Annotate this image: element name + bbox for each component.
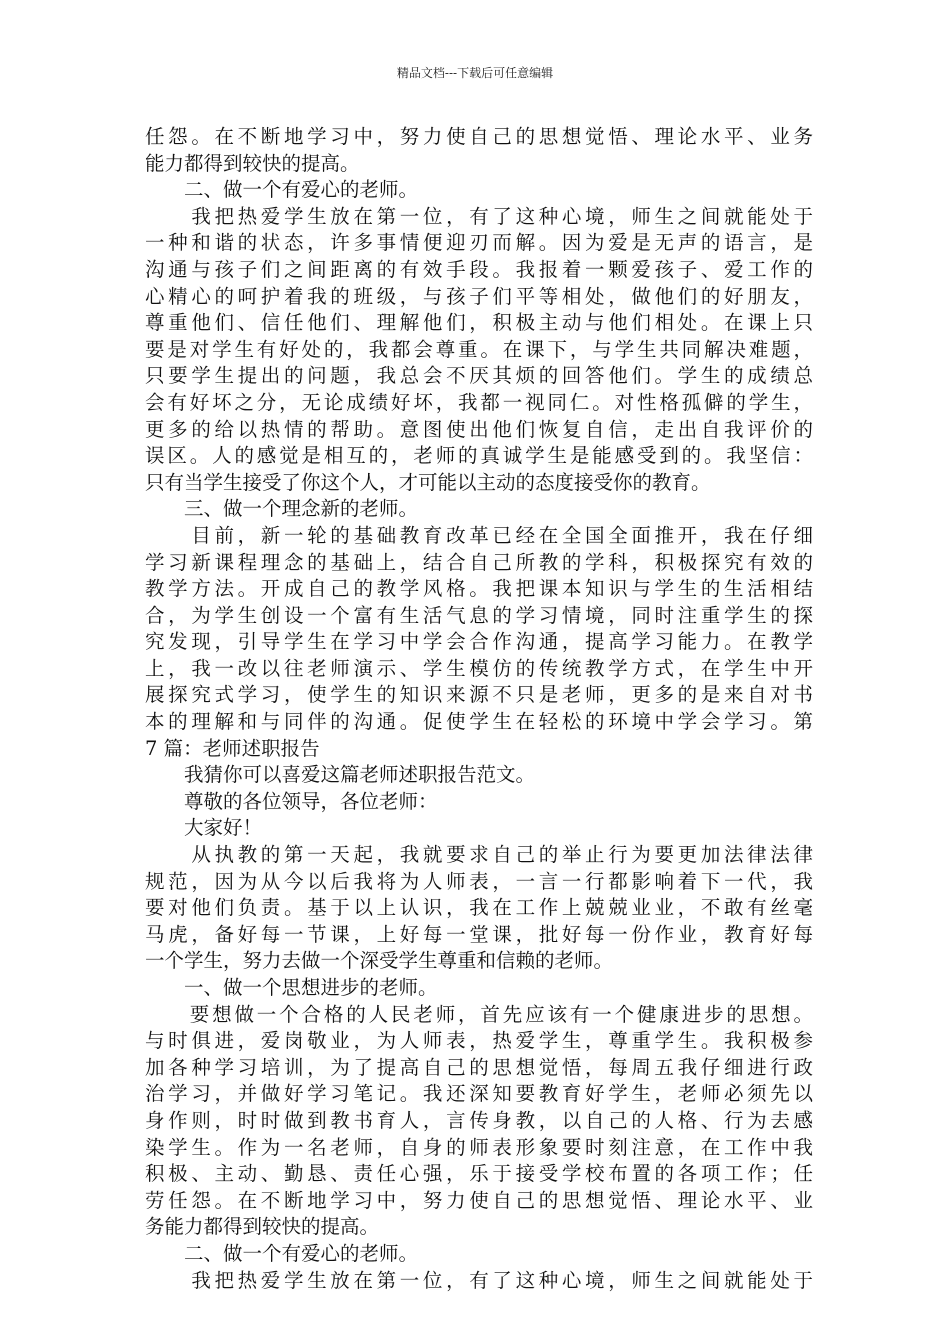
text-line: 目前，新一轮的基础教育改革已经在全国全面推开，我在仔细 [145, 523, 813, 547]
text-line: 加各种学习培训，为了提高自己的思想觉悟，每周五我仔细进行政 [145, 1055, 813, 1079]
text-line: 劳任怨。在不断地学习中，努力使自己的思想觉悟、理论水平、业 [145, 1188, 813, 1212]
text-line: 三、做一个理念新的老师。 [145, 497, 419, 521]
text-line: 我把热爱学生放在第一位，有了这种心境，师生之间就能处于 [145, 1268, 813, 1292]
text-line: 合，为学生创设一个富有生活气息的学习情境，同时注重学生的探 [145, 603, 813, 627]
text-line: 要想做一个合格的人民老师，首先应该有一个健康进步的思想。 [145, 1002, 813, 1026]
text-line: 本的理解和与同伴的沟通。促使学生在轻松的环境中学会学习。第 [145, 710, 813, 734]
text-line: 二、做一个有爱心的老师。 [145, 1241, 419, 1265]
text-line: 治学习，并做好学习笔记。我还深知要教育好学生，老师必须先以 [145, 1082, 813, 1106]
text-line: 积极、主动、勤恳、责任心强，乐于接受学校布置的各项工作；任 [145, 1162, 813, 1186]
text-line: 能力都得到较快的提高。 [145, 151, 360, 175]
text-line: 更多的给以热情的帮助。意图使出他们恢复自信，走出自我评价的 [145, 417, 813, 441]
text-line: 二、做一个有爱心的老师。 [145, 178, 419, 202]
text-line: 究发现，引导学生在学习中学会合作沟通，提高学习能力。在教学 [145, 630, 813, 654]
text-line: 一个学生，努力去做一个深受学生尊重和信赖的老师。 [145, 949, 614, 973]
text-line: 与时俱进，爱岗敬业，为人师表，热爱学生，尊重学生。我积极参 [145, 1029, 813, 1053]
text-line: 任怨。在不断地学习中，努力使自己的思想觉悟、理论水平、业务 [145, 125, 813, 148]
text-line: 一、做一个思想进步的老师。 [145, 976, 438, 999]
text-line: 要对他们负责。基于以上认识，我在工作上兢兢业业，不敢有丝毫 [145, 896, 813, 920]
text-line: 我把热爱学生放在第一位，有了这种心境，师生之间就能处于 [145, 204, 813, 228]
text-line: 上，我一改以往老师演示、学生模仿的传统教学方式，在学生中开 [145, 656, 813, 680]
text-line: 心精心的呵护着我的班级，与孩子们平等相处，做他们的好朋友， [145, 284, 813, 308]
text-line: 教学方法。开成自己的教学风格。我把课本知识与学生的生活相结 [145, 577, 813, 601]
text-line: 尊敬的各位领导，各位老师： [145, 789, 438, 813]
text-line: 从执教的第一天起，我就要求自己的举止行为要更加法律法律 [145, 843, 813, 867]
text-line: 染学生。作为一名老师，自身的师表形象要时刻注意，在工作中我 [145, 1135, 813, 1159]
text-line: 一种和谐的状态，许多事情便迎刃而解。因为爱是无声的语言，是 [145, 231, 813, 255]
text-line: 只要学生提出的问题，我总会不厌其烦的回答他们。学生的成绩总 [145, 364, 813, 388]
text-line: 我猜你可以喜爱这篇老师述职报告范文。 [145, 763, 536, 787]
text-line: 只有当学生接受了你这个人，才可能以主动的态度接受你的教育。 [145, 470, 711, 494]
text-line: 大家好！ [145, 816, 263, 840]
text-line: 身作则，时时做到教书育人，言传身教，以自己的人格、行为去感 [145, 1108, 813, 1132]
text-line: 会有好坏之分，无论成绩好坏，我都一视同仁。对性格孤僻的学生， [145, 390, 813, 414]
text-line: 务能力都得到较快的提高。 [145, 1215, 380, 1239]
text-line: 规范，因为从今以后我将为人师表，一言一行都影响着下一代，我 [145, 869, 813, 893]
text-line: 马虎，备好每一节课，上好每一堂课，批好每一份作业，教育好每 [145, 922, 813, 946]
text-line: 误区。人的感觉是相互的，老师的真诚学生是能感受到的。我坚信： [145, 444, 813, 468]
text-line: 尊重他们、信任他们、理解他们，积极主动与他们相处。在课上只 [145, 311, 813, 335]
document-body [145, 124, 813, 1294]
page-header: 精品文档---下载后可任意编辑 [396, 66, 554, 80]
text-line: 沟通与孩子们之间距离的有效手段。我报着一颗爱孩子、爱工作的 [145, 257, 813, 281]
text-line: 要是对学生有好处的，我都会尊重。在课下，与学生共同解决难题， [145, 337, 813, 361]
text-line: 7 篇：老师述职报告 [145, 736, 320, 760]
text-line: 学习新课程理念的基础上，结合自己所教的学科，积极探究有效的 [145, 550, 813, 574]
text-line: 展探究式学习，使学生的知识来源不只是老师，更多的是来自对书 [145, 683, 813, 707]
